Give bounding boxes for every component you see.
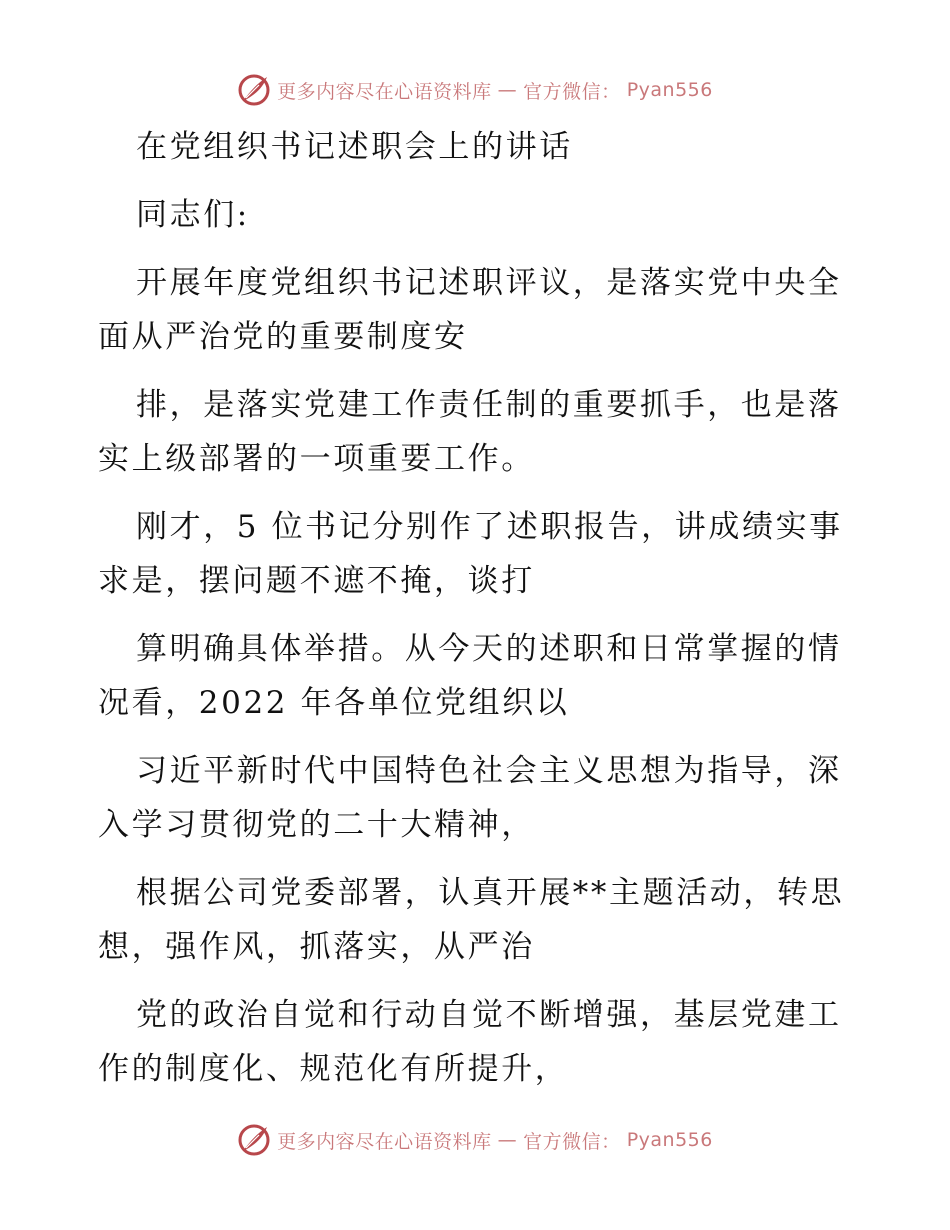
watermark-sub-text: 官方微信： xyxy=(523,80,621,103)
watermark-main-text: 更多内容尽在心语资料库 xyxy=(277,80,492,103)
quill-pen-circle-logo-icon xyxy=(237,1123,271,1157)
watermark-sub-text: 官方微信： xyxy=(523,1130,621,1153)
document-body xyxy=(98,120,858,1096)
watermark-id: Pyan556 xyxy=(626,79,713,101)
watermark-separator: — xyxy=(497,1129,518,1151)
paragraph-line: 算明确具体举措。从今天的述职和日常掌握的情 xyxy=(136,631,842,667)
watermark-banner-bottom xyxy=(0,1120,950,1160)
paragraph-line: 排，是落实党建工作责任制的重要抓手，也是落 xyxy=(136,387,842,423)
paragraph-line: 根据公司党委部署，认真开展**主题活动，转思 xyxy=(136,875,845,911)
paragraph-line: 作的制度化、规范化有所提升， xyxy=(98,1051,569,1087)
watermark-main-text: 更多内容尽在心语资料库 xyxy=(277,1130,492,1153)
watermark-separator: — xyxy=(497,79,518,101)
paragraph-line: 求是，摆问题不遮不掩，谈打 xyxy=(98,563,535,599)
paragraph-line: 想，强作风，抓落实，从严治 xyxy=(98,929,535,965)
paragraph-line: 刚才，5 位书记分别作了述职报告，讲成绩实事 xyxy=(136,509,843,545)
paragraph-line: 开展年度党组织书记述职评议，是落实党中央全 xyxy=(136,265,842,301)
paragraph-line: 党的政治自觉和行动自觉不断增强，基层党建工 xyxy=(136,997,842,1033)
salutation: 同志们: xyxy=(136,197,250,233)
watermark-id: Pyan556 xyxy=(626,1129,713,1151)
paragraph-line: 面从严治党的重要制度安 xyxy=(98,319,468,355)
paragraph-line: 入学习贯彻党的二十大精神， xyxy=(98,807,535,843)
paragraph-line: 实上级部署的一项重要工作。 xyxy=(98,441,535,477)
watermark-banner-top xyxy=(0,70,950,110)
paragraph-line: 况看，2022 年各单位党组织以 xyxy=(98,685,570,721)
paragraph-line: 习近平新时代中国特色社会主义思想为指导，深 xyxy=(136,753,842,789)
quill-pen-circle-logo-icon xyxy=(237,73,271,107)
document-title: 在党组织书记述职会上的讲话 xyxy=(136,129,573,165)
